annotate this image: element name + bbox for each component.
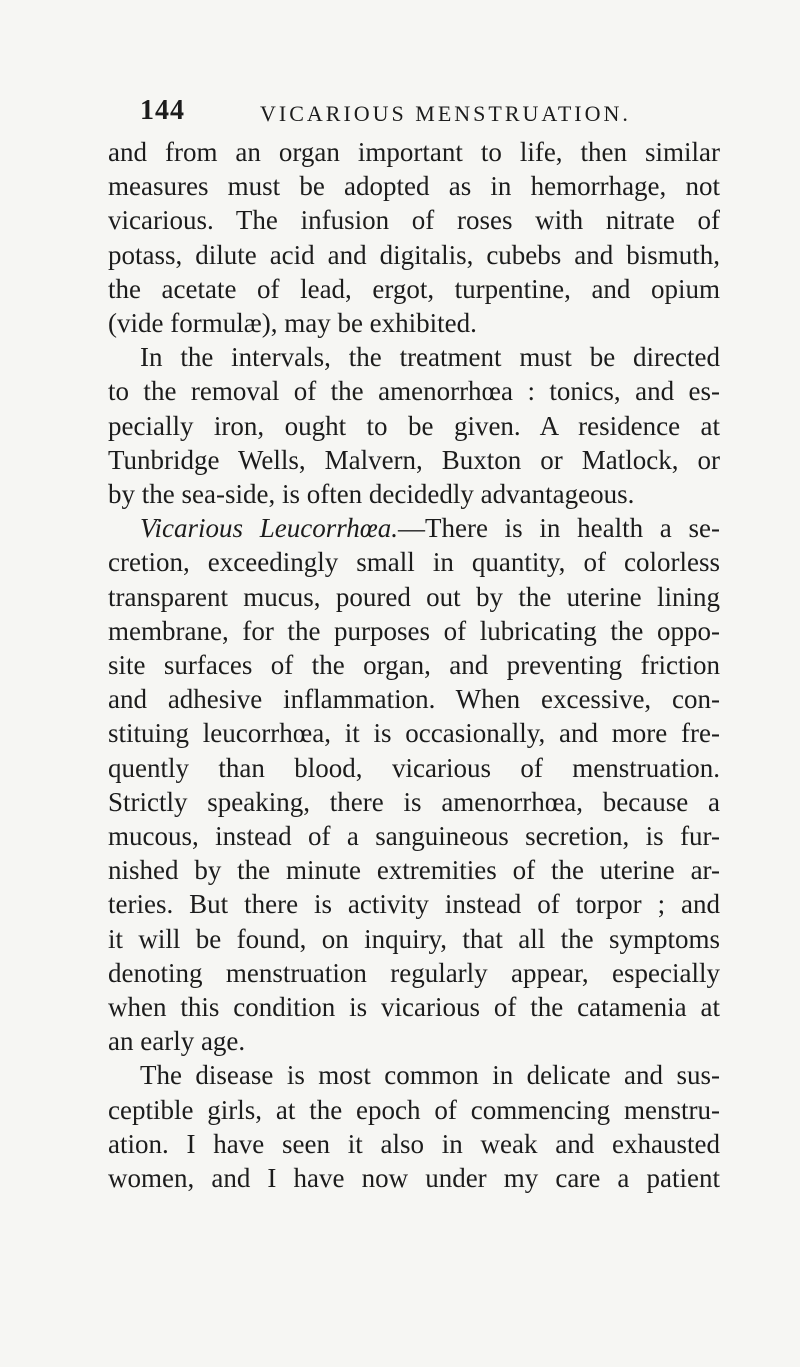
text-line: potass, dilute acid and digitalis, cubebs and bismuth,	[108, 239, 720, 270]
text-line: when this condition is vicarious of the catamenia at	[108, 992, 720, 1023]
running-head: VICARIOUS MENSTRUATION.	[260, 101, 631, 126]
section-heading: Vicarious Leucorrhœa.	[140, 513, 398, 544]
text-line: an early age.	[108, 1026, 246, 1057]
text-line: cretion, exceedingly small in quantity, of colorless	[108, 547, 720, 578]
text-line: quently than blood, vicarious of menstruation.	[108, 752, 720, 783]
page-number: 144	[140, 95, 185, 126]
page-header	[108, 0, 720, 135]
text-line: ceptible girls, at the epoch of commencing menstru-	[108, 1094, 720, 1125]
text-line: transparent mucus, poured out by the uterine lining	[108, 581, 720, 612]
text-line: to the removal of the amenorrhœa : tonics, and es-	[108, 376, 720, 407]
text-line: Tunbridge Wells, Malvern, Buxton or Matlock, or	[108, 444, 720, 475]
text-line: membrane, for the purposes of lubricating the oppo-	[108, 615, 720, 646]
body-text	[108, 135, 720, 1195]
text-line: measures must be adopted as in hemorrhage, not	[108, 171, 720, 202]
text-line: women, and I have now under my care a patient	[108, 1163, 720, 1194]
text-line	[108, 511, 720, 545]
text-line: denoting menstruation regularly appear, especially	[108, 957, 720, 988]
text-line: it will be found, on inquiry, that all the symptoms	[108, 923, 720, 954]
text-line: In the intervals, the treatment must be directed	[140, 342, 720, 373]
text-line: nished by the minute extremities of the uterine ar-	[108, 855, 720, 886]
text-line: mucous, instead of a sanguineous secretion, is fur-	[108, 821, 720, 852]
text-line: stituing leucorrhœa, it is occasionally, and more fre-	[108, 718, 720, 749]
text-line: (vide formulæ), may be exhibited.	[108, 308, 477, 339]
section-heading-continuation: —There is in health a se-	[397, 513, 720, 544]
text-line: ation. I have seen it also in weak and exhausted	[108, 1128, 720, 1159]
text-line: The disease is most common in delicate and sus-	[140, 1060, 720, 1091]
text-line: by the sea-side, is often decidedly advantageous.	[108, 479, 635, 510]
text-line: and from an organ important to life, then similar	[108, 137, 720, 167]
text-line: Strictly speaking, there is amenorrhœa, because a	[108, 786, 720, 817]
text-line: site surfaces of the organ, and preventing friction	[108, 650, 720, 681]
text-line: vicarious. The infusion of roses with nitrate of	[108, 205, 720, 236]
text-line: teries. But there is activity instead of torpor ; and	[108, 889, 720, 920]
text-line: pecially iron, ought to be given. A residence at	[108, 410, 720, 441]
text-line: the acetate of lead, ergot, turpentine, and opium	[108, 273, 720, 304]
text-line: and adhesive inflammation. When excessive, con-	[108, 684, 720, 715]
